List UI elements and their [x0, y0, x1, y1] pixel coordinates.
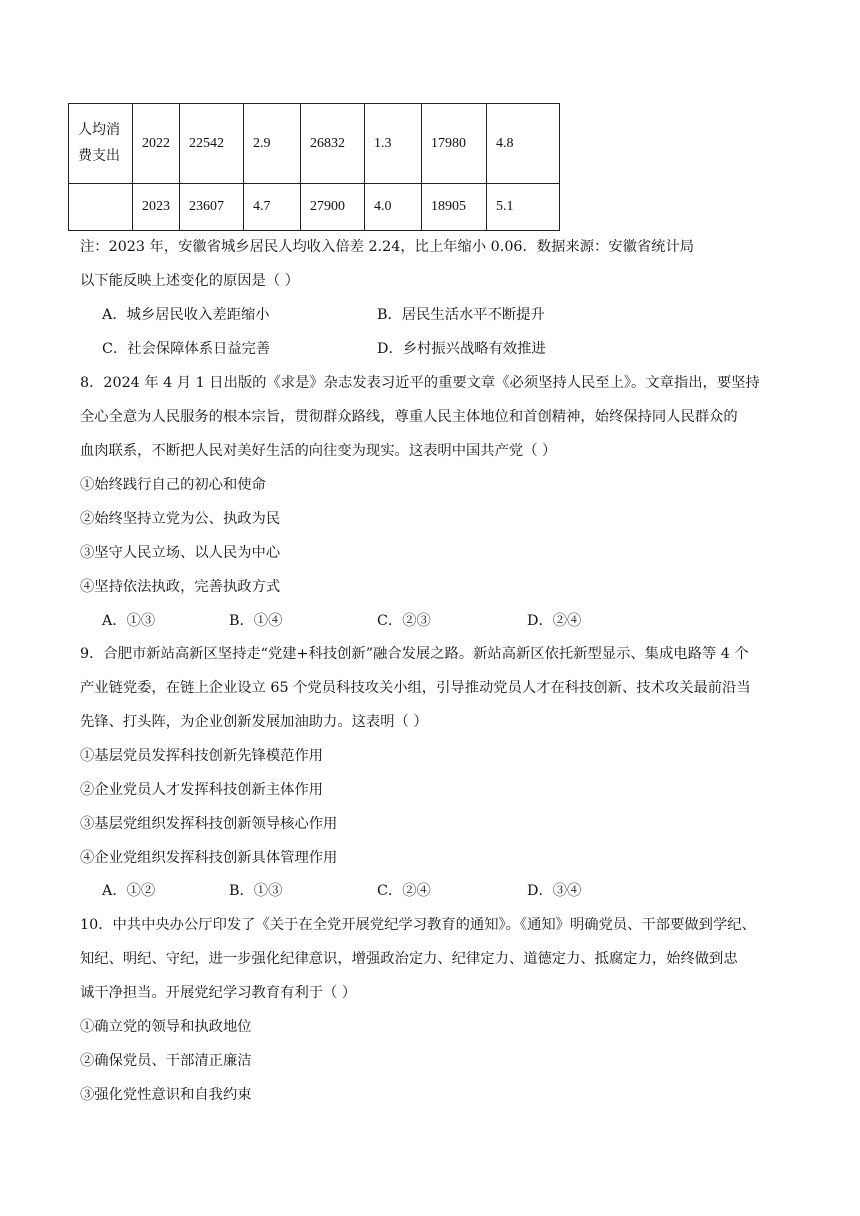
- q8-item-3: ③坚守人民立场、以人民为中心: [80, 545, 281, 561]
- value-cell: 27900: [301, 184, 365, 231]
- q8-option-d: D．②④: [527, 613, 582, 629]
- q9-stem-line-3: 先锋、打头阵，为企业创新发展加油助力。这表明（ ）: [80, 714, 428, 730]
- q9-item-4: ④企业党组织发挥科技创新具体管理作用: [80, 850, 338, 866]
- row-label-line-2: 费支出: [78, 148, 120, 164]
- q8-option-c: C．②③: [377, 613, 431, 629]
- table-row: [69, 104, 560, 184]
- q8-option-b: B．①④: [229, 613, 283, 629]
- q7-option-a: A．城乡居民收入差距缩小: [102, 307, 270, 323]
- row-label-cell: [69, 184, 133, 231]
- q8-stem-line-1: 8．2024 年 4 月 1 日出版的《求是》杂志发表习近平的重要文章《必须坚持人民至上》。文章指出，要坚持: [80, 375, 760, 391]
- q8-item-4: ④坚持依法执政，完善执政方式: [80, 579, 281, 595]
- table-row: [69, 184, 560, 231]
- value-cell: 23607: [180, 184, 244, 231]
- value-cell: 2.9: [244, 104, 301, 184]
- q8-stem-line-3: 血肉联系，不断把人民对美好生活的向往变为现实。这表明中国共产党（ ）: [80, 443, 557, 459]
- value-cell: 4.7: [244, 184, 301, 231]
- q9-option-a: A．①②: [102, 883, 156, 899]
- q10-stem-line-3: 诚干净担当。开展党纪学习教育有利于（ ）: [80, 985, 357, 1001]
- q8-item-2: ②始终坚持立党为公、执政为民: [80, 511, 281, 527]
- value-cell: 18905: [422, 184, 487, 231]
- q9-stem-line-1: 9．合肥市新站高新区坚持走“党建+科技创新”融合发展之路。新站高新区依托新型显示、集成电路等 4 个: [80, 646, 749, 662]
- q9-option-d: D．③④: [527, 883, 582, 899]
- value-cell: 22542: [180, 104, 244, 184]
- value-cell: 5.1: [487, 184, 560, 231]
- q7-option-b: B．居民生活水平不断提升: [377, 307, 545, 323]
- q7-option-d: D．乡村振兴战略有效推进: [377, 341, 546, 357]
- q9-option-c: C．②④: [377, 883, 431, 899]
- q10-item-2: ②确保党员、干部清正廉洁: [80, 1053, 252, 1069]
- year-cell: 2023: [133, 184, 180, 231]
- q9-stem-line-2: 产业链党委，在链上企业设立 65 个党员科技攻关小组，引导推动党员人才在科技创新、技术攻关最前沿当: [80, 680, 751, 696]
- q7-option-c: C．社会保障体系日益完善: [102, 341, 271, 357]
- q9-item-2: ②企业党员人才发挥科技创新主体作用: [80, 782, 324, 798]
- value-cell: 26832: [301, 104, 365, 184]
- year-cell: 2022: [133, 104, 180, 184]
- q10-item-3: ③强化党性意识和自我约束: [80, 1087, 252, 1103]
- q8-option-a: A．①③: [102, 613, 156, 629]
- value-cell: 17980: [422, 104, 487, 184]
- row-label-line-1: 人均消: [78, 122, 120, 138]
- q10-item-1: ①确立党的领导和执政地位: [80, 1019, 252, 1035]
- row-label-cell: [69, 104, 133, 184]
- value-cell: 4.8: [487, 104, 560, 184]
- q8-stem-line-2: 全心全意为人民服务的根本宗旨，贯彻群众路线，尊重人民主体地位和首创精神，始终保持同人民群众的: [80, 409, 738, 425]
- q8-item-1: ①始终践行自己的初心和使命: [80, 477, 266, 493]
- q10-stem-line-1: 10．中共中央办公厅印发了《关于在全党开展党纪学习教育的通知》。《通知》明确党员、干部要做到学纪、: [80, 917, 756, 933]
- data-table: [68, 103, 560, 231]
- value-cell: 4.0: [365, 184, 422, 231]
- q10-stem-line-2: 知纪、明纪、守纪，进一步强化纪律意识，增强政治定力、纪律定力、道德定力、抵腐定力，始终做到忠: [80, 951, 738, 967]
- q9-option-b: B．①③: [229, 883, 283, 899]
- q9-item-1: ①基层党员发挥科技创新先锋模范作用: [80, 748, 324, 764]
- table-note: 注：2023 年，安徽省城乡居民人均收入倍差 2.24，比上年缩小 0.06．数据来源：安徽省统计局: [80, 239, 695, 255]
- value-cell: 1.3: [365, 104, 422, 184]
- q7-stem: 以下能反映上述变化的原因是（ ）: [80, 273, 299, 289]
- q9-item-3: ③基层党组织发挥科技创新领导核心作用: [80, 816, 338, 832]
